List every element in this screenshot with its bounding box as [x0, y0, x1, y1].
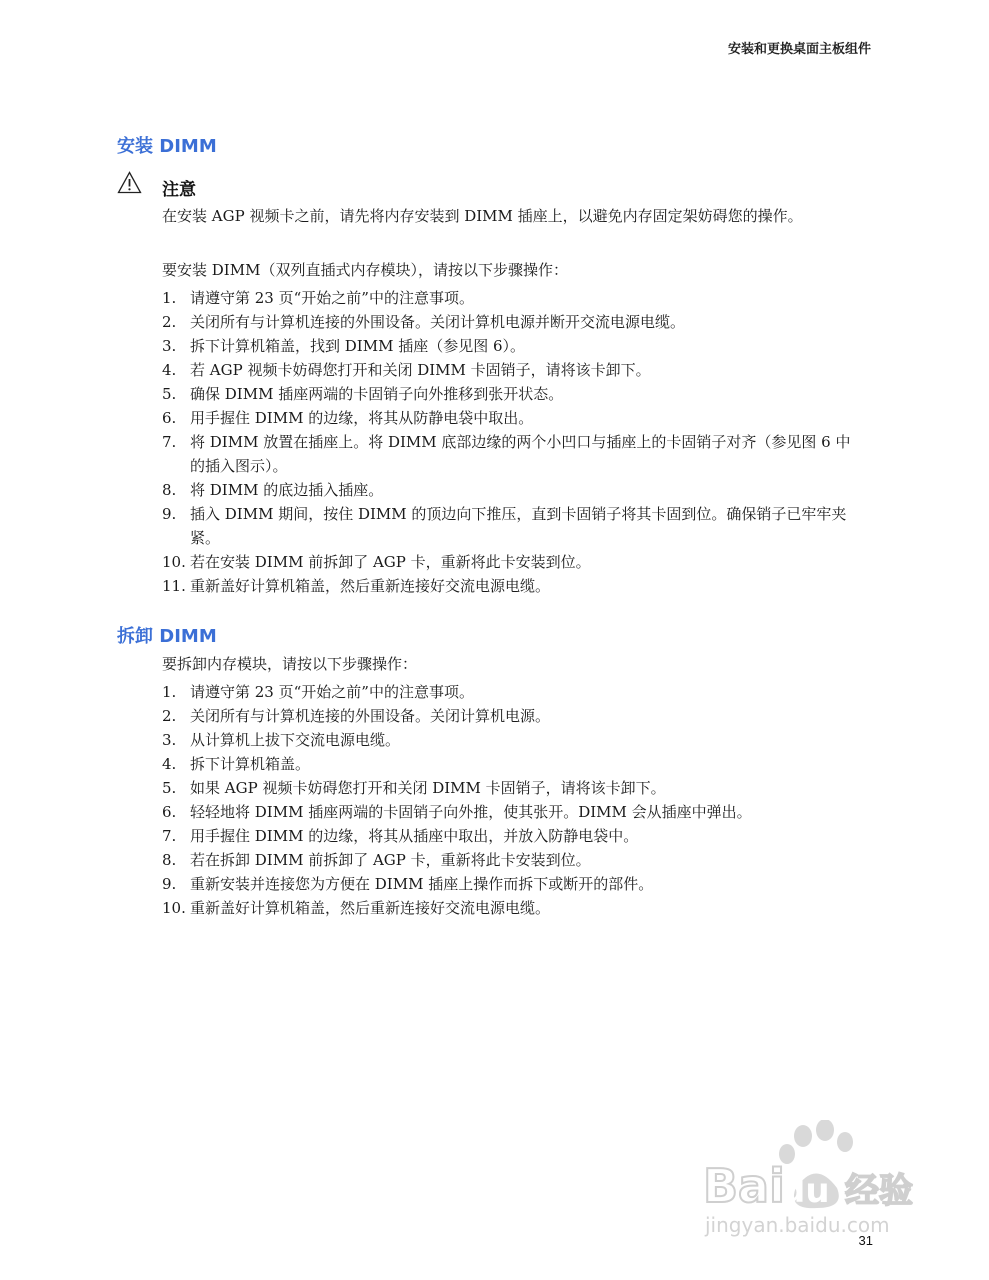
list-item: [162, 478, 862, 502]
caution-label: 注意: [162, 180, 196, 200]
svg-text:du: du: [781, 1171, 830, 1211]
remove-intro: 要拆卸内存模块，请按以下步骤操作：: [162, 655, 418, 673]
step-number: 6.: [162, 803, 177, 821]
step-number: 8.: [162, 481, 177, 499]
step-text: 关闭所有与计算机连接的外围设备。关闭计算机电源。: [190, 707, 551, 725]
step-number: 3.: [162, 337, 177, 355]
step-number: 2.: [162, 313, 177, 331]
step-number: 6.: [162, 409, 177, 427]
step-number: 4.: [162, 361, 177, 379]
section-title-install: 安装 DIMM: [117, 136, 217, 157]
install-intro: 要安装 DIMM（双列直插式内存模块），请按以下步骤操作：: [162, 261, 568, 279]
step-number: 7.: [162, 433, 177, 451]
step-text: 若在安装 DIMM 前拆卸了 AGP 卡，重新将此卡安装到位。: [190, 553, 591, 571]
svg-text:Bai: Bai: [703, 1159, 785, 1213]
step-number: 9.: [162, 875, 177, 893]
svg-text:jingyan.baidu.com: jingyan.baidu.com: [705, 1213, 890, 1237]
caution-text: 在安装 AGP 视频卡之前，请先将内存安装到 DIMM 插座上，以避免内存固定架妨碍您的操作。: [162, 207, 803, 225]
step-number: 1.: [162, 683, 177, 701]
list-item: [162, 502, 862, 550]
step-text: 确保 DIMM 插座两端的卡固销子向外推移到张开状态。: [190, 385, 564, 403]
list-item: [162, 680, 862, 704]
list-item: [162, 800, 862, 824]
list-item: [162, 872, 862, 896]
list-item: [162, 550, 862, 574]
baidu-jingyan-watermark: [695, 1120, 935, 1245]
step-text: 请遵守第 23 页“开始之前”中的注意事项。: [190, 683, 474, 701]
step-number: 4.: [162, 755, 177, 773]
svg-text:经验: 经验: [845, 1171, 913, 1211]
list-item: [162, 824, 862, 848]
step-number: 10.: [162, 553, 186, 571]
step-text: 用手握住 DIMM 的边缘，将其从插座中取出，并放入防静电袋中。: [190, 827, 639, 845]
step-number: 8.: [162, 851, 177, 869]
step-text: 将 DIMM 放置在插座上。将 DIMM 底部边缘的两个小凹口与插座上的卡固销子对齐（参见图 6 中的插入图示）。: [190, 433, 851, 475]
step-number: 5.: [162, 779, 177, 797]
step-number: 7.: [162, 827, 177, 845]
remove-steps-list: [162, 680, 862, 920]
list-item: [162, 704, 862, 728]
section-title-remove: 拆卸 DIMM: [117, 626, 217, 647]
running-header: 安装和更换桌面主板组件: [727, 42, 871, 57]
step-text: 轻轻地将 DIMM 插座两端的卡固销子向外推，使其张开。DIMM 会从插座中弹出。: [190, 803, 752, 821]
step-text: 重新盖好计算机箱盖，然后重新连接好交流电源电缆。: [190, 899, 551, 917]
step-text: 用手握住 DIMM 的边缘，将其从防静电袋中取出。: [190, 409, 534, 427]
install-steps-list: [162, 286, 862, 598]
list-item: [162, 334, 862, 358]
step-text: 拆下计算机箱盖。: [190, 755, 311, 773]
list-item: [162, 358, 862, 382]
list-item: [162, 896, 862, 920]
step-text: 重新安装并连接您为方便在 DIMM 插座上操作而拆下或断开的部件。: [190, 875, 654, 893]
step-number: 9.: [162, 505, 177, 523]
step-number: 10.: [162, 899, 186, 917]
step-number: 11.: [162, 577, 186, 595]
step-number: 2.: [162, 707, 177, 725]
list-item: [162, 406, 862, 430]
list-item: [162, 752, 862, 776]
step-number: 1.: [162, 289, 177, 307]
step-text: 拆下计算机箱盖，找到 DIMM 插座（参见图 6）。: [190, 337, 526, 355]
step-text: 从计算机上拔下交流电源电缆。: [190, 731, 401, 749]
list-item: [162, 776, 862, 800]
list-item: [162, 382, 862, 406]
list-item: [162, 848, 862, 872]
step-number: 3.: [162, 731, 177, 749]
list-item: [162, 430, 862, 478]
list-item: [162, 286, 862, 310]
step-number: 5.: [162, 385, 177, 403]
step-text: 请遵守第 23 页“开始之前”中的注意事项。: [190, 289, 474, 307]
caution-icon: [117, 171, 142, 194]
page-number: 31: [858, 1233, 873, 1248]
step-text: 关闭所有与计算机连接的外围设备。关闭计算机电源并断开交流电源电缆。: [190, 313, 686, 331]
list-item: [162, 728, 862, 752]
step-text: 插入 DIMM 期间，按住 DIMM 的顶边向下推压，直到卡固销子将其卡固到位。确保销子已牢牢夹紧。: [190, 505, 847, 547]
step-text: 将 DIMM 的底边插入插座。: [190, 481, 384, 499]
list-item: [162, 310, 862, 334]
step-text: 若 AGP 视频卡妨碍您打开和关闭 DIMM 卡固销子，请将该卡卸下。: [190, 361, 651, 379]
list-item: [162, 574, 862, 598]
step-text: 若在拆卸 DIMM 前拆卸了 AGP 卡，重新将此卡安装到位。: [190, 851, 591, 869]
step-text: 重新盖好计算机箱盖，然后重新连接好交流电源电缆。: [190, 577, 551, 595]
step-text: 如果 AGP 视频卡妨碍您打开和关闭 DIMM 卡固销子，请将该卡卸下。: [190, 779, 666, 797]
